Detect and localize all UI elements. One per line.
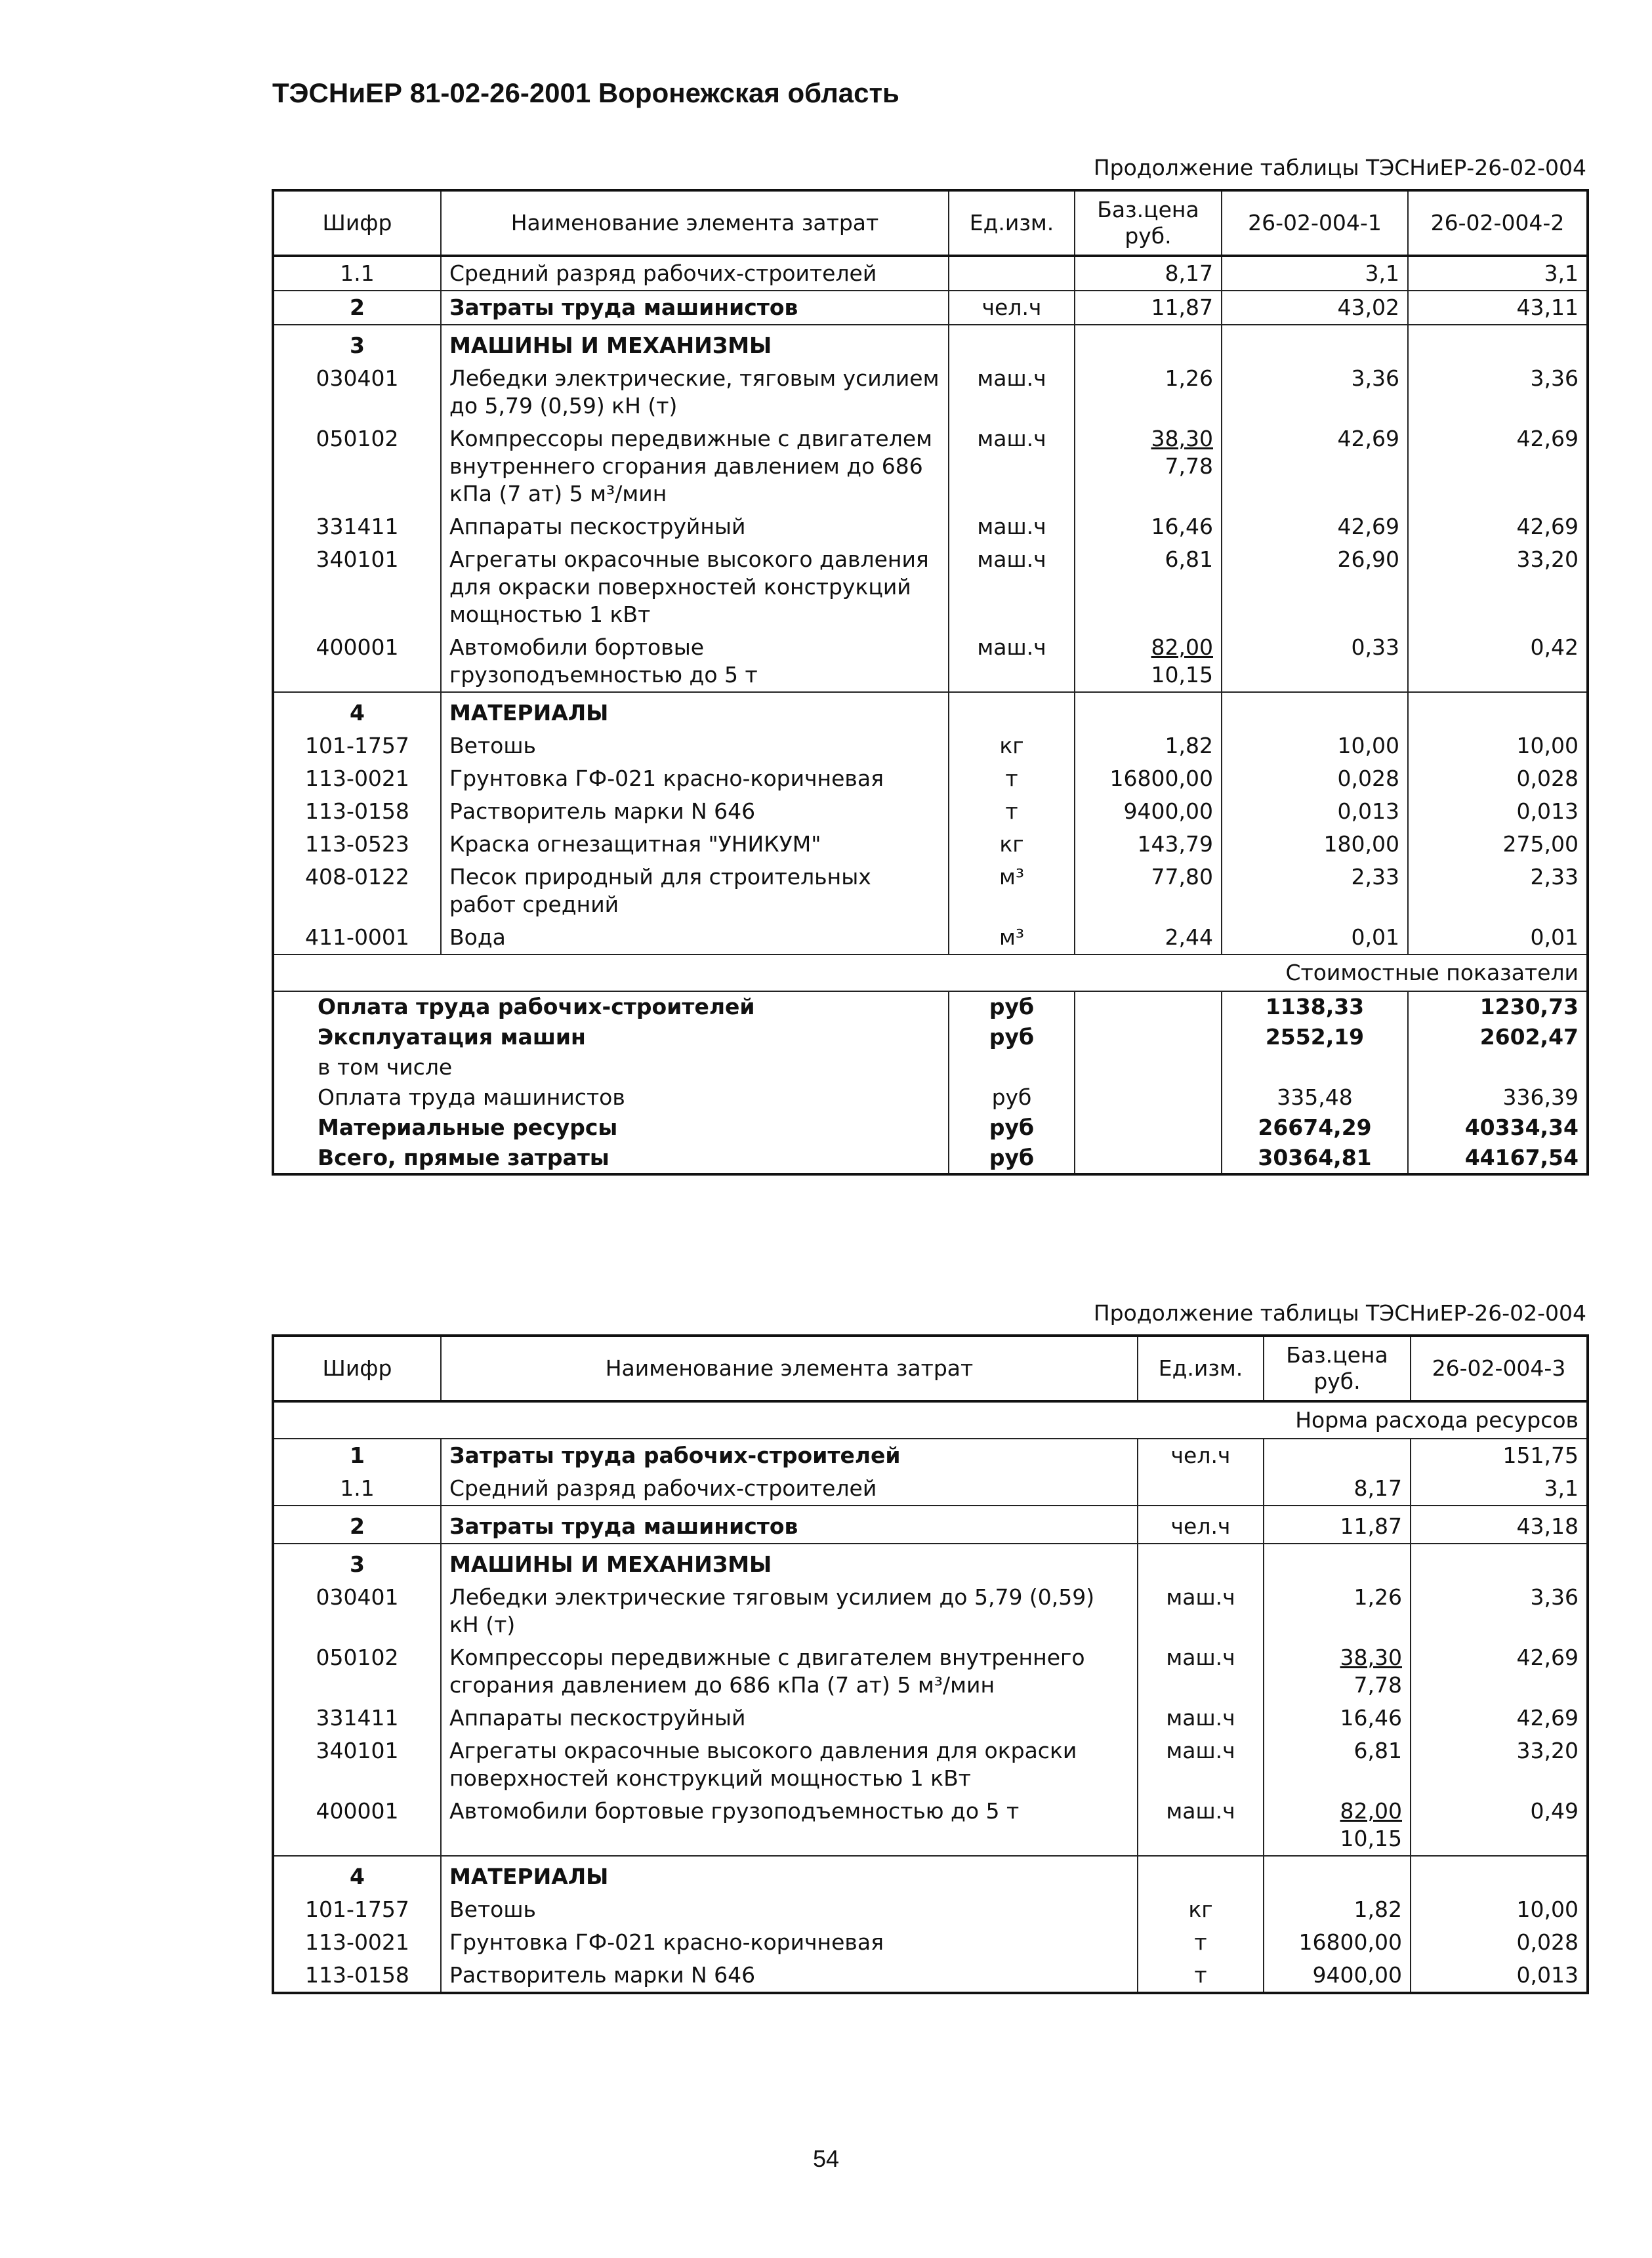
cost-value-26-02-004-2: 1230,73 bbox=[1408, 991, 1588, 1022]
cost-value-26-02-004-1: 26674,29 bbox=[1222, 1113, 1408, 1143]
row-unit: т bbox=[1138, 1959, 1264, 1993]
table-row bbox=[273, 1893, 1588, 1926]
table2-continuation-caption: Продолжение таблицы ТЭСНиЕР-26-02-004 bbox=[1093, 1300, 1586, 1326]
price-value: 8,17 bbox=[1165, 260, 1213, 286]
price-value: 77,80 bbox=[1151, 864, 1213, 890]
row-unit: чел.ч bbox=[1138, 1439, 1264, 1472]
row-value-26-02-004-2: 2,33 bbox=[1408, 861, 1588, 921]
row-code: 113-0158 bbox=[273, 1959, 441, 1993]
row-name: Средний разряд рабочих-строителей bbox=[441, 1472, 1138, 1506]
price-value: 8,17 bbox=[1353, 1475, 1402, 1501]
row-value-26-02-004-3: 43,18 bbox=[1411, 1506, 1588, 1544]
row-unit bbox=[1138, 1856, 1264, 1893]
row-price bbox=[1075, 631, 1222, 692]
section-row bbox=[273, 1544, 1588, 1581]
row-price bbox=[1075, 762, 1222, 795]
row-unit: чел.ч bbox=[949, 291, 1075, 325]
norm-header-row bbox=[273, 1401, 1588, 1439]
row-name: Автомобили бортовые грузоподъемностью до 5 т bbox=[441, 631, 949, 692]
row-price bbox=[1075, 729, 1222, 762]
row-value-26-02-004-1: 42,69 bbox=[1222, 422, 1408, 510]
price-value: 16800,00 bbox=[1298, 1929, 1402, 1955]
table-row bbox=[273, 543, 1588, 631]
row-value-26-02-004-3: 0,028 bbox=[1411, 1926, 1588, 1959]
row-price bbox=[1264, 1641, 1411, 1702]
row-value-26-02-004-2: 33,20 bbox=[1408, 543, 1588, 631]
row-value-26-02-004-2 bbox=[1408, 325, 1588, 362]
price-value: 6,81 bbox=[1165, 546, 1213, 572]
row-unit: маш.ч bbox=[1138, 1702, 1264, 1735]
table-row bbox=[273, 1959, 1588, 1993]
row-unit: т bbox=[1138, 1926, 1264, 1959]
row-code: 408-0122 bbox=[273, 861, 441, 921]
row-value-26-02-004-2: 42,69 bbox=[1408, 510, 1588, 543]
row-value-26-02-004-3: 3,36 bbox=[1411, 1581, 1588, 1641]
row-code: 030401 bbox=[273, 1581, 441, 1641]
cost-label: Всего, прямые затраты bbox=[273, 1143, 949, 1174]
row-code: 340101 bbox=[273, 543, 441, 631]
cost-label: Материальные ресурсы bbox=[273, 1113, 949, 1143]
row-name: Агрегаты окрасочные высокого давления для окраски поверхностей конструкций мощностью 1 кВт bbox=[441, 1735, 1138, 1795]
row-code: 4 bbox=[273, 1856, 441, 1893]
row-name: МАТЕРИАЛЫ bbox=[441, 692, 949, 729]
table1-body bbox=[273, 256, 1588, 1174]
row-value-26-02-004-1 bbox=[1222, 692, 1408, 729]
row-price bbox=[1264, 1959, 1411, 1993]
cost-row bbox=[273, 991, 1588, 1022]
row-unit: м³ bbox=[949, 921, 1075, 955]
row-price bbox=[1075, 828, 1222, 861]
row-value-26-02-004-1: 10,00 bbox=[1222, 729, 1408, 762]
row-value-26-02-004-2: 0,028 bbox=[1408, 762, 1588, 795]
row-price bbox=[1264, 1795, 1411, 1856]
row-value-26-02-004-1: 180,00 bbox=[1222, 828, 1408, 861]
price-value: 143,79 bbox=[1137, 831, 1213, 857]
row-price bbox=[1075, 692, 1222, 729]
price-value: 1,82 bbox=[1165, 733, 1213, 758]
row-unit: маш.ч bbox=[949, 543, 1075, 631]
row-name: Аппараты пескоструйный bbox=[441, 1702, 1138, 1735]
cost-indicators-header-row bbox=[273, 955, 1588, 991]
row-value-26-02-004-1: 42,69 bbox=[1222, 510, 1408, 543]
row-code: 113-0021 bbox=[273, 762, 441, 795]
row-code: 2 bbox=[273, 1506, 441, 1544]
row-unit: кг bbox=[949, 828, 1075, 861]
row-value-26-02-004-3: 0,49 bbox=[1411, 1795, 1588, 1856]
table-row bbox=[273, 631, 1588, 692]
price-value: 11,87 bbox=[1340, 1513, 1402, 1539]
row-name: Агрегаты окрасочные высокого давления для окраски поверхностей конструкций мощностью 1 кВт bbox=[441, 543, 949, 631]
row-name: Компрессоры передвижные с двигателем внутреннего сгорания давлением до 686 кПа (7 ат) 5 м³/мин bbox=[441, 1641, 1138, 1702]
price-value-secondary: 10,15 bbox=[1151, 662, 1213, 688]
table-row bbox=[273, 1795, 1588, 1856]
table-row bbox=[273, 256, 1588, 291]
row-price bbox=[1264, 1581, 1411, 1641]
cost-value-26-02-004-2: 44167,54 bbox=[1408, 1143, 1588, 1174]
cost-label: Эксплуатация машин bbox=[273, 1022, 949, 1052]
table-row bbox=[273, 510, 1588, 543]
cost-row bbox=[273, 1113, 1588, 1143]
table-row bbox=[273, 1472, 1588, 1506]
table-row bbox=[273, 1641, 1588, 1702]
row-code: 050102 bbox=[273, 422, 441, 510]
price-value-secondary: 7,78 bbox=[1165, 453, 1213, 479]
row-price bbox=[1264, 1702, 1411, 1735]
row-code: 101-1757 bbox=[273, 1893, 441, 1926]
row-name: МАШИНЫ И МЕХАНИЗМЫ bbox=[441, 1544, 1138, 1581]
row-value-26-02-004-3 bbox=[1411, 1856, 1588, 1893]
row-price bbox=[1264, 1926, 1411, 1959]
header-name: Наименование элемента затрат bbox=[441, 190, 949, 256]
row-unit: маш.ч bbox=[1138, 1795, 1264, 1856]
cost-label: Оплата труда машинистов bbox=[273, 1082, 949, 1113]
row-name: Растворитель марки N 646 bbox=[441, 795, 949, 828]
header-unit: Ед.изм. bbox=[949, 190, 1075, 256]
row-name: МАШИНЫ И МЕХАНИЗМЫ bbox=[441, 325, 949, 362]
cost-price-empty bbox=[1075, 991, 1222, 1022]
table-row bbox=[273, 1926, 1588, 1959]
section-row bbox=[273, 692, 1588, 729]
table2 bbox=[272, 1334, 1589, 1994]
row-price bbox=[1075, 921, 1222, 955]
row-name: Аппараты пескоструйный bbox=[441, 510, 949, 543]
table2-body bbox=[273, 1401, 1588, 1993]
row-name: Автомобили бортовые грузоподъемностью до 5 т bbox=[441, 1795, 1138, 1856]
section-row bbox=[273, 1856, 1588, 1893]
price-value: 11,87 bbox=[1151, 295, 1213, 320]
cost-value-26-02-004-2: 40334,34 bbox=[1408, 1113, 1588, 1143]
row-value-26-02-004-3: 42,69 bbox=[1411, 1702, 1588, 1735]
row-value-26-02-004-1: 0,028 bbox=[1222, 762, 1408, 795]
row-unit: чел.ч bbox=[1138, 1506, 1264, 1544]
row-code: 101-1757 bbox=[273, 729, 441, 762]
row-value-26-02-004-1: 0,013 bbox=[1222, 795, 1408, 828]
price-value: 16800,00 bbox=[1109, 766, 1213, 791]
row-unit: кг bbox=[1138, 1893, 1264, 1926]
row-value-26-02-004-1: 0,33 bbox=[1222, 631, 1408, 692]
row-value-26-02-004-3: 3,1 bbox=[1411, 1472, 1588, 1506]
row-price bbox=[1264, 1856, 1411, 1893]
cost-unit: руб bbox=[949, 1022, 1075, 1052]
row-unit bbox=[1138, 1472, 1264, 1506]
row-code: 340101 bbox=[273, 1735, 441, 1795]
cost-value-26-02-004-1: 2552,19 bbox=[1222, 1022, 1408, 1052]
page-number: 54 bbox=[812, 2145, 840, 2172]
row-code: 3 bbox=[273, 1544, 441, 1581]
row-name: Вода bbox=[441, 921, 949, 955]
price-value: 2,44 bbox=[1165, 924, 1213, 950]
cost-unit: руб bbox=[949, 1082, 1075, 1113]
header-col-26-02-004-3: 26-02-004-3 bbox=[1411, 1336, 1588, 1401]
row-value-26-02-004-2: 42,69 bbox=[1408, 422, 1588, 510]
cost-unit bbox=[949, 1052, 1075, 1082]
table-row bbox=[273, 921, 1588, 955]
price-value: 82,00 bbox=[1340, 1798, 1402, 1824]
row-unit bbox=[949, 692, 1075, 729]
row-unit: кг bbox=[949, 729, 1075, 762]
row-price bbox=[1075, 325, 1222, 362]
table-row bbox=[273, 795, 1588, 828]
row-value-26-02-004-2: 10,00 bbox=[1408, 729, 1588, 762]
row-price bbox=[1075, 422, 1222, 510]
row-code: 1 bbox=[273, 1439, 441, 1472]
table-row bbox=[273, 1735, 1588, 1795]
table-row bbox=[273, 729, 1588, 762]
row-name: Компрессоры передвижные с двигателем внутреннего сгорания давлением до 686 кПа (7 ат) 5 м³/мин bbox=[441, 422, 949, 510]
section-row bbox=[273, 1506, 1588, 1544]
row-code: 113-0523 bbox=[273, 828, 441, 861]
row-name: Лебедки электрические тяговым усилием до 5,79 (0,59) кН (т) bbox=[441, 1581, 1138, 1641]
row-value-26-02-004-2: 3,1 bbox=[1408, 256, 1588, 291]
row-price bbox=[1075, 362, 1222, 422]
row-name: Грунтовка ГФ-021 красно-коричневая bbox=[441, 1926, 1138, 1959]
row-code: 1.1 bbox=[273, 256, 441, 291]
price-value: 9400,00 bbox=[1123, 798, 1213, 824]
row-value-26-02-004-2: 3,36 bbox=[1408, 362, 1588, 422]
row-code: 113-0158 bbox=[273, 795, 441, 828]
row-price bbox=[1264, 1893, 1411, 1926]
row-code: 400001 bbox=[273, 1795, 441, 1856]
row-price bbox=[1264, 1735, 1411, 1795]
section-row bbox=[273, 325, 1588, 362]
row-unit: маш.ч bbox=[1138, 1735, 1264, 1795]
cost-unit: руб bbox=[949, 1143, 1075, 1174]
cost-value-26-02-004-2 bbox=[1408, 1052, 1588, 1082]
price-value: 1,26 bbox=[1165, 365, 1213, 391]
row-value-26-02-004-2: 43,11 bbox=[1408, 291, 1588, 325]
row-unit: маш.ч bbox=[949, 422, 1075, 510]
cost-label: в том числе bbox=[273, 1052, 949, 1082]
row-value-26-02-004-1: 0,01 bbox=[1222, 921, 1408, 955]
section-row bbox=[273, 1439, 1588, 1472]
row-value-26-02-004-1: 3,1 bbox=[1222, 256, 1408, 291]
table2-header-row bbox=[273, 1336, 1588, 1401]
table-row bbox=[273, 762, 1588, 795]
price-value: 6,81 bbox=[1353, 1738, 1402, 1763]
row-name: Затраты труда рабочих-строителей bbox=[441, 1439, 1138, 1472]
cost-price-empty bbox=[1075, 1052, 1222, 1082]
row-value-26-02-004-3: 33,20 bbox=[1411, 1735, 1588, 1795]
row-value-26-02-004-3: 0,013 bbox=[1411, 1959, 1588, 1993]
cost-indicators-header: Стоимостные показатели bbox=[273, 955, 1588, 991]
row-unit bbox=[949, 256, 1075, 291]
header-name: Наименование элемента затрат bbox=[441, 1336, 1138, 1401]
price-value-secondary: 7,78 bbox=[1353, 1672, 1402, 1698]
row-code: 331411 bbox=[273, 510, 441, 543]
row-unit: т bbox=[949, 795, 1075, 828]
row-value-26-02-004-1: 3,36 bbox=[1222, 362, 1408, 422]
cost-unit: руб bbox=[949, 1113, 1075, 1143]
row-name: Краска огнезащитная "УНИКУМ" bbox=[441, 828, 949, 861]
row-value-26-02-004-1: 43,02 bbox=[1222, 291, 1408, 325]
document-title: ТЭСНиЕР 81-02-26-2001 Воронежская область bbox=[272, 77, 899, 108]
table1 bbox=[272, 189, 1589, 1176]
row-price bbox=[1264, 1506, 1411, 1544]
cost-row bbox=[273, 1143, 1588, 1174]
row-value-26-02-004-3 bbox=[1411, 1544, 1588, 1581]
price-value: 16,46 bbox=[1340, 1705, 1402, 1731]
cost-value-26-02-004-2: 2602,47 bbox=[1408, 1022, 1588, 1052]
row-unit: маш.ч bbox=[949, 631, 1075, 692]
cost-price-empty bbox=[1075, 1113, 1222, 1143]
row-price bbox=[1075, 543, 1222, 631]
row-unit bbox=[949, 325, 1075, 362]
row-name: Ветошь bbox=[441, 729, 949, 762]
row-code: 2 bbox=[273, 291, 441, 325]
price-value: 9400,00 bbox=[1312, 1962, 1402, 1988]
table-row bbox=[273, 422, 1588, 510]
row-name: Растворитель марки N 646 bbox=[441, 1959, 1138, 1993]
price-value: 38,30 bbox=[1340, 1645, 1402, 1670]
row-code: 1.1 bbox=[273, 1472, 441, 1506]
table1-continuation-caption: Продолжение таблицы ТЭСНиЕР-26-02-004 bbox=[1093, 155, 1586, 180]
table-row bbox=[273, 861, 1588, 921]
table-row bbox=[273, 1702, 1588, 1735]
row-name: МАТЕРИАЛЫ bbox=[441, 1856, 1138, 1893]
price-value: 16,46 bbox=[1151, 514, 1213, 539]
price-value: 38,30 bbox=[1151, 426, 1213, 451]
row-unit: м³ bbox=[949, 861, 1075, 921]
cost-value-26-02-004-1: 30364,81 bbox=[1222, 1143, 1408, 1174]
row-name: Ветошь bbox=[441, 1893, 1138, 1926]
header-price: Баз.цена руб. bbox=[1075, 190, 1222, 256]
row-code: 030401 bbox=[273, 362, 441, 422]
row-name: Лебедки электрические, тяговым усилием до 5,79 (0,59) кН (т) bbox=[441, 362, 949, 422]
header-code: Шифр bbox=[273, 1336, 441, 1401]
row-value-26-02-004-2 bbox=[1408, 692, 1588, 729]
row-unit bbox=[1138, 1544, 1264, 1581]
row-code: 3 bbox=[273, 325, 441, 362]
section-row bbox=[273, 291, 1588, 325]
cost-row bbox=[273, 1022, 1588, 1052]
row-code: 113-0021 bbox=[273, 1926, 441, 1959]
row-unit: маш.ч bbox=[1138, 1581, 1264, 1641]
row-unit: т bbox=[949, 762, 1075, 795]
table-row bbox=[273, 362, 1588, 422]
price-value: 1,26 bbox=[1353, 1584, 1402, 1610]
row-unit: маш.ч bbox=[1138, 1641, 1264, 1702]
cost-value-26-02-004-1: 1138,33 bbox=[1222, 991, 1408, 1022]
cost-value-26-02-004-1: 335,48 bbox=[1222, 1082, 1408, 1113]
row-name: Средний разряд рабочих-строителей bbox=[441, 256, 949, 291]
row-value-26-02-004-1 bbox=[1222, 325, 1408, 362]
cost-value-26-02-004-2: 336,39 bbox=[1408, 1082, 1588, 1113]
row-value-26-02-004-1: 26,90 bbox=[1222, 543, 1408, 631]
row-name: Затраты труда машинистов bbox=[441, 291, 949, 325]
row-value-26-02-004-1: 2,33 bbox=[1222, 861, 1408, 921]
cost-label: Оплата труда рабочих-строителей bbox=[273, 991, 949, 1022]
row-value-26-02-004-2: 0,013 bbox=[1408, 795, 1588, 828]
cost-unit: руб bbox=[949, 991, 1075, 1022]
header-col-26-02-004-2: 26-02-004-2 bbox=[1408, 190, 1588, 256]
row-value-26-02-004-2: 0,01 bbox=[1408, 921, 1588, 955]
cost-price-empty bbox=[1075, 1082, 1222, 1113]
header-price: Баз.цена руб. bbox=[1264, 1336, 1411, 1401]
row-value-26-02-004-2: 0,42 bbox=[1408, 631, 1588, 692]
row-price bbox=[1075, 256, 1222, 291]
cost-price-empty bbox=[1075, 1022, 1222, 1052]
row-unit: маш.ч bbox=[949, 510, 1075, 543]
header-code: Шифр bbox=[273, 190, 441, 256]
row-code: 4 bbox=[273, 692, 441, 729]
row-price bbox=[1264, 1439, 1411, 1472]
cost-row bbox=[273, 1082, 1588, 1113]
table-row bbox=[273, 1581, 1588, 1641]
row-price bbox=[1075, 291, 1222, 325]
row-name: Грунтовка ГФ-021 красно-коричневая bbox=[441, 762, 949, 795]
cost-value-26-02-004-1 bbox=[1222, 1052, 1408, 1082]
row-value-26-02-004-3: 151,75 bbox=[1411, 1439, 1588, 1472]
row-price bbox=[1264, 1472, 1411, 1506]
price-value-secondary: 10,15 bbox=[1340, 1826, 1402, 1851]
row-name: Песок природный для строительных работ средний bbox=[441, 861, 949, 921]
row-value-26-02-004-2: 275,00 bbox=[1408, 828, 1588, 861]
row-price bbox=[1075, 795, 1222, 828]
row-code: 331411 bbox=[273, 1702, 441, 1735]
header-col-26-02-004-1: 26-02-004-1 bbox=[1222, 190, 1408, 256]
row-price bbox=[1075, 510, 1222, 543]
price-value: 1,82 bbox=[1353, 1897, 1402, 1922]
row-code: 411-0001 bbox=[273, 921, 441, 955]
table-row bbox=[273, 828, 1588, 861]
row-price bbox=[1075, 861, 1222, 921]
row-value-26-02-004-3: 42,69 bbox=[1411, 1641, 1588, 1702]
header-unit: Ед.изм. bbox=[1138, 1336, 1264, 1401]
row-value-26-02-004-3: 10,00 bbox=[1411, 1893, 1588, 1926]
cost-price-empty bbox=[1075, 1143, 1222, 1174]
row-name: Затраты труда машинистов bbox=[441, 1506, 1138, 1544]
norm-header: Норма расхода ресурсов bbox=[273, 1401, 1588, 1439]
row-code: 400001 bbox=[273, 631, 441, 692]
row-code: 050102 bbox=[273, 1641, 441, 1702]
price-value: 82,00 bbox=[1151, 634, 1213, 660]
table1-header-row bbox=[273, 190, 1588, 256]
row-price bbox=[1264, 1544, 1411, 1581]
cost-row bbox=[273, 1052, 1588, 1082]
row-unit: маш.ч bbox=[949, 362, 1075, 422]
